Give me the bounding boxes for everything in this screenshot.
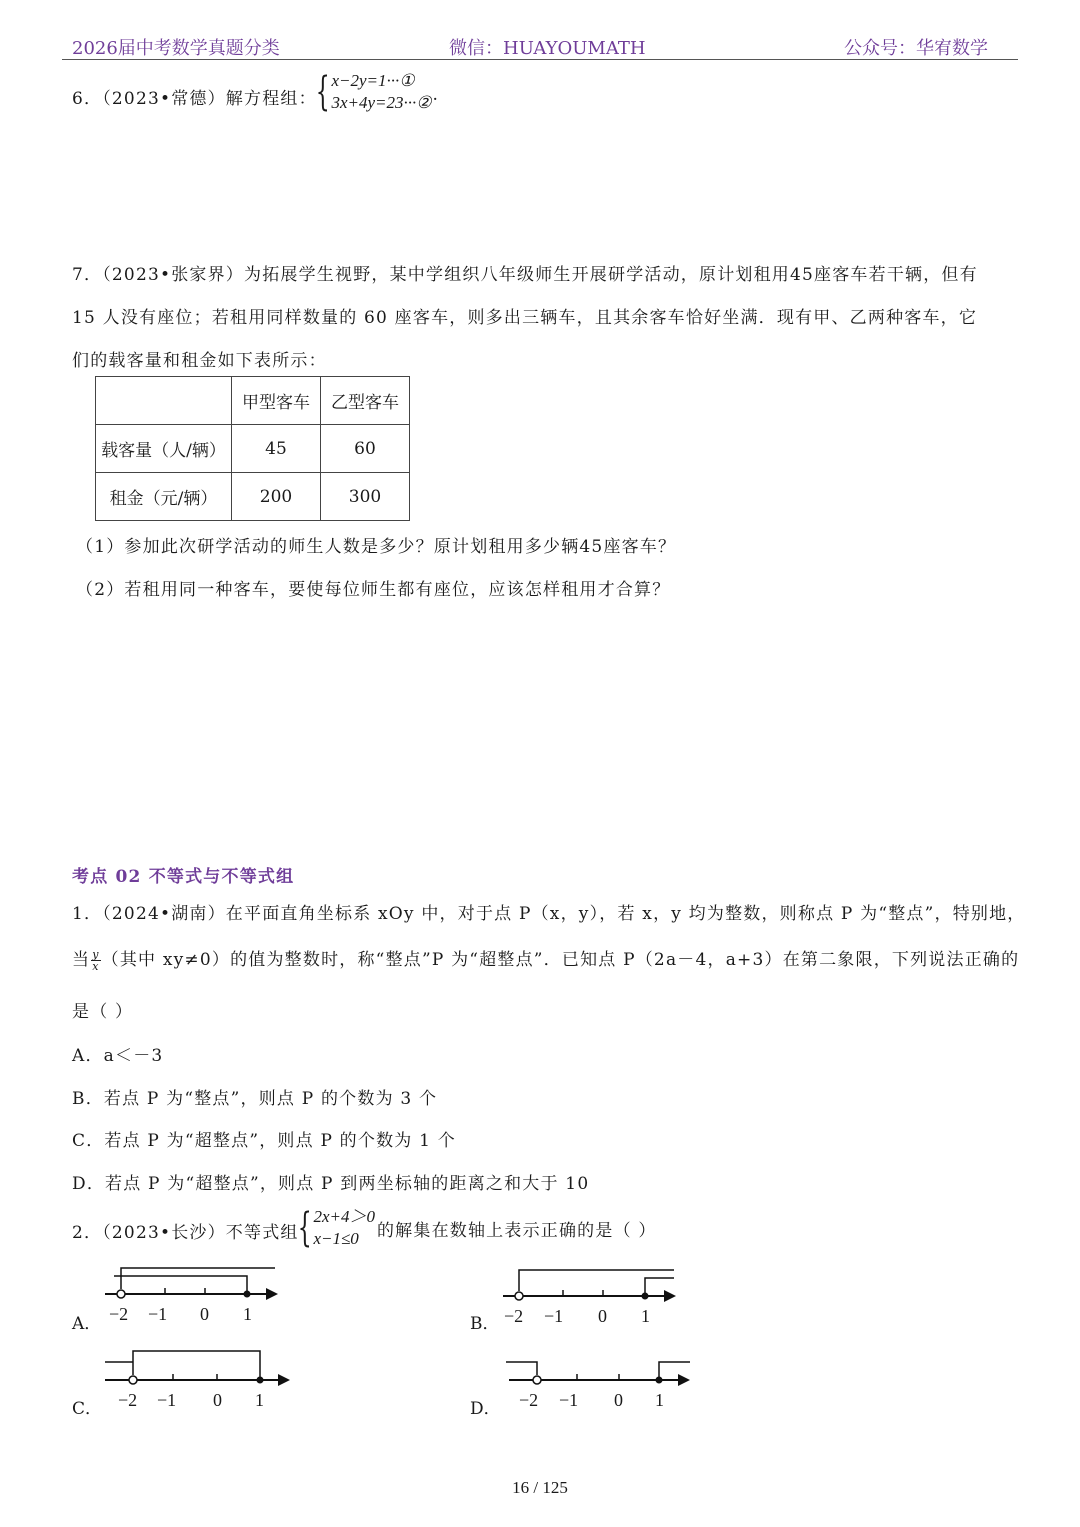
- s2-suffix: 的解集在数轴上表示正确的是（ ）: [376, 1220, 657, 1241]
- ray-left: [506, 1362, 537, 1375]
- header-left: 2026届中考数学真题分类: [72, 38, 280, 59]
- table-cell: 租金（元/辆）: [96, 473, 232, 521]
- q7-sub1: （1）参加此次研学活动的师生人数是多少？原计划租用多少辆45座客车？: [76, 537, 677, 557]
- table-cell: 45: [232, 425, 321, 473]
- axis-arrow: [664, 1290, 676, 1302]
- s1-option-b: B．若点 P 为“整点”，则点 P 的个数为 3 个: [72, 1089, 438, 1109]
- tick-label: −2: [519, 1390, 539, 1410]
- table-cell: 300: [321, 473, 410, 521]
- s1-frac-num: y: [92, 948, 100, 961]
- s1-line3: 是（ ）: [72, 1002, 134, 1022]
- s1-line2: [72, 945, 1019, 972]
- s1-option-c: C．若点 P 为“超整点”，则点 P 的个数为 1 个: [72, 1131, 456, 1151]
- tick-label: 1: [243, 1304, 252, 1324]
- table-header-cell: 甲型客车: [232, 377, 321, 425]
- table-cell: 200: [232, 473, 321, 521]
- tick-label: −1: [559, 1390, 579, 1410]
- q7-rental-table: [95, 376, 410, 521]
- s2-eq1: 2x+4＞0: [313, 1207, 375, 1226]
- header-divider: [62, 59, 1018, 60]
- open-point: [533, 1376, 541, 1384]
- table-row: [96, 425, 410, 473]
- q7-line3: 们的载客量和租金如下表所示：: [72, 351, 327, 371]
- ray-left: [114, 1276, 247, 1294]
- closed-point: [642, 1293, 649, 1300]
- table-header-cell: 乙型客车: [321, 377, 410, 425]
- open-point: [129, 1376, 137, 1384]
- s2-prefix: 2．（2023•长沙）不等式组: [72, 1223, 299, 1243]
- table-cell: 载客量（人/辆）: [96, 425, 232, 473]
- s2-label-d: D．: [470, 1399, 501, 1419]
- tick-label: −2: [109, 1304, 129, 1324]
- s2-brace: {: [297, 1205, 312, 1251]
- table-header-cell: [96, 377, 232, 425]
- axis-arrow: [278, 1374, 290, 1386]
- axis-arrow: [678, 1374, 690, 1386]
- q6-eq2: 3x+4y=23···②: [331, 93, 432, 112]
- tick-label: −1: [157, 1390, 177, 1410]
- q7-line2: 15 人没有座位；若租用同样数量的 60 座客车，则多出三辆车，且其余客车恰好坐满．现有甲、乙两种客车，它: [72, 308, 978, 328]
- ray-right: [121, 1268, 275, 1289]
- s1-option-a: A．a＜－3: [72, 1046, 164, 1066]
- closed-point: [244, 1291, 251, 1298]
- header-right: 公众号：华宥数学: [844, 38, 988, 59]
- axis-arrow: [266, 1288, 278, 1300]
- section-title: 考点 02 不等式与不等式组: [72, 867, 295, 887]
- ray-right: [659, 1362, 690, 1380]
- s2-inequality-system: [292, 1206, 657, 1250]
- ray-right: [519, 1270, 674, 1291]
- number-line-a: [100, 1260, 290, 1326]
- tick-label: 0: [200, 1304, 209, 1324]
- q6-suffix: .: [432, 85, 438, 105]
- closed-point: [656, 1377, 663, 1384]
- tick-label: 1: [641, 1306, 650, 1326]
- header-center: 微信：HUAYOUMATH: [449, 38, 646, 59]
- table-row: [96, 473, 410, 521]
- tick-label: 0: [614, 1390, 623, 1410]
- tick-label: 0: [213, 1390, 222, 1410]
- s2-label-a: A．: [72, 1314, 102, 1334]
- q7-sub2: （2）若租用同一种客车，要使每位师生都有座位，应该怎样租用才合算？: [76, 580, 671, 600]
- s1-fraction: [91, 949, 100, 972]
- number-line-b: [498, 1262, 688, 1328]
- open-point: [117, 1290, 125, 1298]
- s1-option-d: D．若点 P 为“超整点”，则点 P 到两坐标轴的距离之和大于 10: [72, 1174, 590, 1194]
- tick-label: −1: [148, 1304, 168, 1324]
- s2-label-b: B．: [470, 1314, 500, 1334]
- s1-frac-den: x: [92, 960, 100, 973]
- s2-label-c: C．: [72, 1399, 103, 1419]
- tick-label: −1: [544, 1306, 564, 1326]
- s1-line1: 1．（2024•湖南）在平面直角坐标系 xOy 中，对于点 P（x，y），若 x，y 均为整数，则称点 P 为“整点”，特别地，: [72, 904, 1026, 924]
- open-point: [515, 1292, 523, 1300]
- number-line-d: [504, 1346, 700, 1412]
- table-row: [96, 377, 410, 425]
- q6-eq1: x−2y=1···①: [331, 71, 415, 90]
- page-number: 16 / 125: [512, 1478, 568, 1497]
- closed-point: [257, 1377, 264, 1384]
- tick-label: 1: [255, 1390, 264, 1410]
- q6-equation-system: [310, 70, 438, 114]
- q6-brace: {: [315, 69, 330, 115]
- s1-line2-post: （其中 xy≠0）的值为整数时，称“整点”P 为“超整点”．已知点 P（2a－4，a+3）在第二象限，下列说法正确的: [101, 950, 1020, 970]
- tick-label: −2: [118, 1390, 138, 1410]
- table-cell: 60: [321, 425, 410, 473]
- number-line-c: [100, 1346, 300, 1412]
- q6-prefix: 6．（2023•常德）解方程组：: [72, 89, 317, 109]
- s2-eq2: x−1≤0: [313, 1229, 359, 1248]
- tick-label: 1: [655, 1390, 664, 1410]
- ray-right: [133, 1351, 260, 1380]
- tick-label: −2: [504, 1306, 524, 1326]
- s1-line2-pre: 当: [72, 950, 91, 970]
- tick-label: 0: [598, 1306, 607, 1326]
- q7-line1: 7．（2023•张家界）为拓展学生视野，某中学组织八年级师生开展研学活动，原计划租用45座客车若干辆，但有: [72, 265, 978, 285]
